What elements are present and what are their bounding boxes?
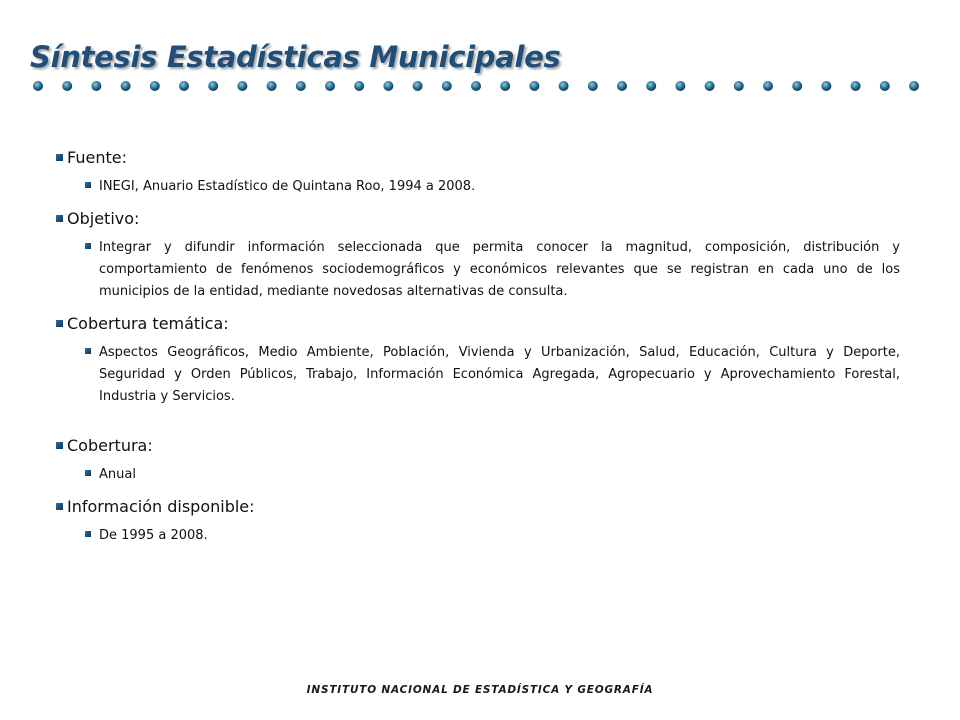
square-bullet-icon: [85, 470, 91, 476]
section-item-text: Integrar y difundir información seleccionada que permita conocer la magnitud, composición, distribución y comportamiento de fenómenos sociodemográficos y económicos relevantes que se registran en cada uno de los municipios de la entidad, mediante novedosas alternativas de consulta.: [99, 240, 900, 299]
divider-dot: [179, 81, 189, 91]
divider-dot: [208, 81, 218, 91]
square-bullet-icon: [56, 442, 63, 449]
square-bullet-icon: [56, 215, 63, 222]
divider-dot: [33, 81, 43, 91]
section-item: [85, 342, 900, 408]
divider-dot: [617, 81, 627, 91]
section-heading: [56, 209, 900, 229]
square-bullet-icon: [85, 182, 91, 188]
divider-dot: [296, 81, 306, 91]
section-item-text: De 1995 a 2008.: [99, 528, 208, 543]
square-bullet-icon: [85, 348, 91, 354]
divider-dot: [267, 81, 277, 91]
square-bullet-icon: [85, 531, 91, 537]
section-item: [85, 464, 900, 486]
divider-dot: [646, 81, 656, 91]
divider-dot: [559, 81, 569, 91]
divider-dot: [763, 81, 773, 91]
divider-dot: [354, 81, 364, 91]
section-heading-text: Cobertura:: [67, 436, 153, 455]
divider-dot: [909, 81, 919, 91]
divider-dot: [471, 81, 481, 91]
divider-dot: [150, 81, 160, 91]
divider-dot: [237, 81, 247, 91]
section-item-text: Aspectos Geográficos, Medio Ambiente, Población, Vivienda y Urbanización, Salud, Educación, Cultura y Deporte, Seguridad y Orden Públicos, Trabajo, Información Económica Agregada, Agropecuario y Aprovechamiento Forestal, Industria y Servicios.: [99, 345, 900, 404]
section-heading: [56, 436, 900, 456]
section-heading: [56, 148, 900, 168]
divider-dot: [91, 81, 101, 91]
section-item-text: Anual: [99, 467, 136, 482]
divider-dot: [675, 81, 685, 91]
section-item: [85, 176, 900, 198]
divider-dot: [880, 81, 890, 91]
title-dotted-divider: [28, 76, 933, 96]
footer-institution: INSTITUTO NACIONAL DE ESTADÍSTICA Y GEOGRAFÍA: [306, 684, 654, 696]
section-item: [85, 237, 900, 303]
square-bullet-icon: [56, 320, 63, 327]
section-objetivo: [56, 209, 900, 303]
divider-dot: [734, 81, 744, 91]
section-item: [85, 525, 900, 547]
section-heading: [56, 314, 900, 334]
divider-dot: [62, 81, 72, 91]
divider-dot: [588, 81, 598, 91]
divider-dot: [705, 81, 715, 91]
divider-dot: [500, 81, 510, 91]
section-fuente: [56, 148, 900, 198]
section-heading-text: Objetivo:: [67, 209, 140, 228]
section-informacion-disponible: [56, 497, 900, 547]
divider-dot: [121, 81, 131, 91]
divider-dot: [851, 81, 861, 91]
divider-dot: [413, 81, 423, 91]
square-bullet-icon: [85, 243, 91, 249]
square-bullet-icon: [56, 154, 63, 161]
content-list: [56, 148, 900, 547]
divider-dot: [442, 81, 452, 91]
divider-dot: [383, 81, 393, 91]
section-heading-text: Cobertura temática:: [67, 314, 229, 333]
section-heading-text: Fuente:: [67, 148, 127, 167]
page-title: Síntesis Estadísticas Municipales: [30, 40, 561, 74]
divider-dot: [792, 81, 802, 91]
divider-dot: [529, 81, 539, 91]
square-bullet-icon: [56, 503, 63, 510]
section-heading-text: Información disponible:: [67, 497, 255, 516]
divider-dot: [821, 81, 831, 91]
section-cobertura: [56, 436, 900, 486]
section-cobertura-tematica: [56, 314, 900, 408]
divider-dot: [325, 81, 335, 91]
section-heading: [56, 497, 900, 517]
section-item-text: INEGI, Anuario Estadístico de Quintana Roo, 1994 a 2008.: [99, 179, 476, 194]
